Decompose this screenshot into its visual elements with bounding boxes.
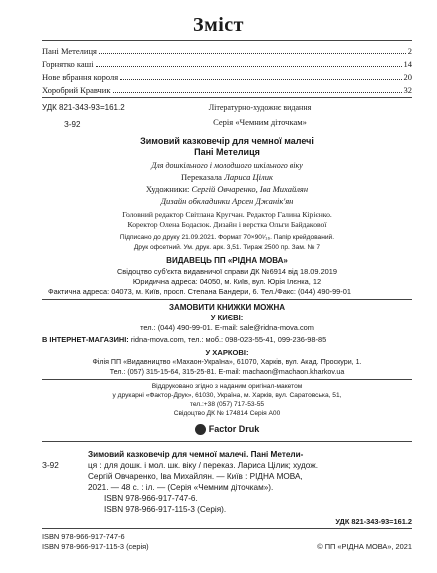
kharkiv-heading: У ХАРКОВІ:: [205, 348, 249, 357]
toc-entry-name: Горнятко каші: [42, 59, 94, 69]
catalog-isbn-1: ISBN 978-966-917-747-6.: [104, 494, 198, 503]
legal-address: Юридична адреса: 04050, м. Київ, вул. Юрія Ілєнка, 12: [132, 277, 322, 286]
catalog-isbn-2: ISBN 978-966-917-115-3 (Серія).: [104, 505, 227, 514]
internet-shop: [42, 335, 412, 344]
kyiv-heading: У КИЄВІ:: [210, 313, 244, 322]
divider: [42, 528, 412, 529]
udk-left: УДК 821-343-93=161.2: [42, 103, 125, 112]
toc-entry-name: Пані Метелиця: [42, 46, 97, 56]
factor-druk-logo-icon: [195, 424, 206, 435]
catalog-line: Сергій Овчаренко, Іва Михайлян. — Київ : РІДНА МОВА,: [88, 472, 303, 481]
toc-entry: [42, 44, 412, 56]
cert-line: Свідоцтво суб'єкта видавничої справи ДК №6914 від 18.09.2019: [116, 267, 338, 276]
printer-line-2: у друкарні «Фактор-Друк», 61030, Україна, м. Харків, вул. Саратовська, 51,: [112, 392, 342, 399]
book-title: Зимовий казковечір для чемної малечі: [140, 136, 314, 146]
kharkiv-line-2: Тел.: (057) 315-15-64, 315-25-81. E-mail: machaon@machaon.kharkov.ua: [109, 368, 345, 376]
internet-label: В ІНТЕРНЕТ-МАГАЗИНІ:: [42, 335, 131, 344]
kharkiv-line-1: Філія ПП «Видавництво «Махаон-Україна», 61070, Харків, вул. Акад. Проскури, 1.: [92, 358, 362, 366]
toc-entry: [42, 83, 412, 95]
artists: [42, 184, 412, 194]
printer-logo-text: Factor Druk: [208, 424, 260, 434]
copyright: © ПП «РІДНА МОВА», 2021: [317, 542, 412, 551]
retold-name: Лариса Цілик: [224, 172, 273, 182]
toc-entry-page: 20: [403, 72, 412, 82]
divider: [42, 299, 412, 300]
genre: Літературно-художнє видання: [208, 103, 312, 112]
toc-entry: [42, 57, 412, 69]
printer-logo: [42, 424, 412, 435]
toc-entry-name: Хоробрий Кравчик: [42, 85, 111, 95]
isbn-bottom-2: ISBN 978-966-917-115-3 (серія): [42, 542, 149, 551]
series: Серія «Чемним діточкам»: [213, 117, 307, 127]
toc-top-rule: [42, 40, 412, 41]
artists-label: Художники:: [145, 184, 192, 194]
print-line-2: Друк офсетний. Ум. друк. арк. 3,51. Тираж 2500 пр. Зам. № 7: [133, 244, 321, 251]
isbn-bottom-1: ISBN 978-966-917-747-6: [42, 532, 125, 541]
printer-line-4: Свідоцтво ДК № 174814 Серія А00: [173, 410, 281, 417]
toc-entry-page: 32: [403, 85, 412, 95]
artists-names: Сергій Овчаренко, Іва Михайлян: [191, 184, 309, 194]
catalog-title: Зимовий казковечір для чемної малечі. Пані Метели-: [88, 450, 304, 459]
toc-entry-name: Нове вбрання короля: [42, 72, 119, 82]
publisher-heading: ВИДАВЕЦЬ ПП «РІДНА МОВА»: [166, 256, 288, 265]
retold-by: [42, 172, 412, 182]
order-heading: ЗАМОВИТИ КНИЖКИ МОЖНА: [168, 303, 286, 312]
book-subtitle: Пані Метелиця: [194, 147, 260, 157]
kyiv-contacts: тел.: (044) 490-99-01. E-mail: sale@ridna-mova.com: [140, 323, 314, 332]
print-line-1: Підписано до друку 21.09.2021. Формат 70×90¹⁄₁₆. Папір крейдований.: [119, 234, 335, 241]
editors-line: Головний редактор Світлана Кругчан. Редактор Галина Кірієнко.: [122, 210, 332, 219]
printer-line-3: тел.:+38 (057) 717-53-55: [189, 401, 265, 408]
catalog-line: ця : для дошк. і мол. шк. віку / переказ. Лариса Цілик; худож.: [88, 461, 318, 470]
divider: [42, 379, 412, 380]
toc-bottom-rule: [42, 97, 412, 98]
retold-label: Переказала: [181, 172, 225, 182]
toc-entry-page: 14: [403, 59, 412, 69]
toc-entry-page: 2: [407, 46, 412, 56]
bbk-left: З-92: [64, 120, 81, 129]
corrector-line: Коректор Олена Бодасюк. Дизайн і верстка Ольги Байдакової: [127, 220, 327, 229]
actual-address: Фактична адреса: 04073, м. Київ, просп. Степана Бандери, 6. Тел./Факс: (044) 490-99-01: [48, 287, 351, 296]
internet-contacts: ridna-mova.com, тел.: моб.: 098-023-55-41, 099-236-98-85: [130, 335, 327, 344]
toc-entry: [42, 70, 412, 82]
audience: Для дошкільного і молодшого шкільного віку: [151, 161, 303, 170]
divider: [42, 441, 412, 442]
udk-right: УДК 821-343-93=161.2: [335, 517, 412, 526]
page-title: Зміст: [193, 14, 244, 36]
printer-line-1: Віддруковано згідно з наданим оригінал-макетом: [151, 383, 303, 390]
catalog-line: 2021. — 48 с. : іл. — (Серія «Чемним діточкам»).: [88, 483, 274, 492]
catalog-code: З-92: [42, 461, 59, 470]
cover-design: Дизайн обкладинки Арсен Джанік'ян: [160, 196, 294, 206]
